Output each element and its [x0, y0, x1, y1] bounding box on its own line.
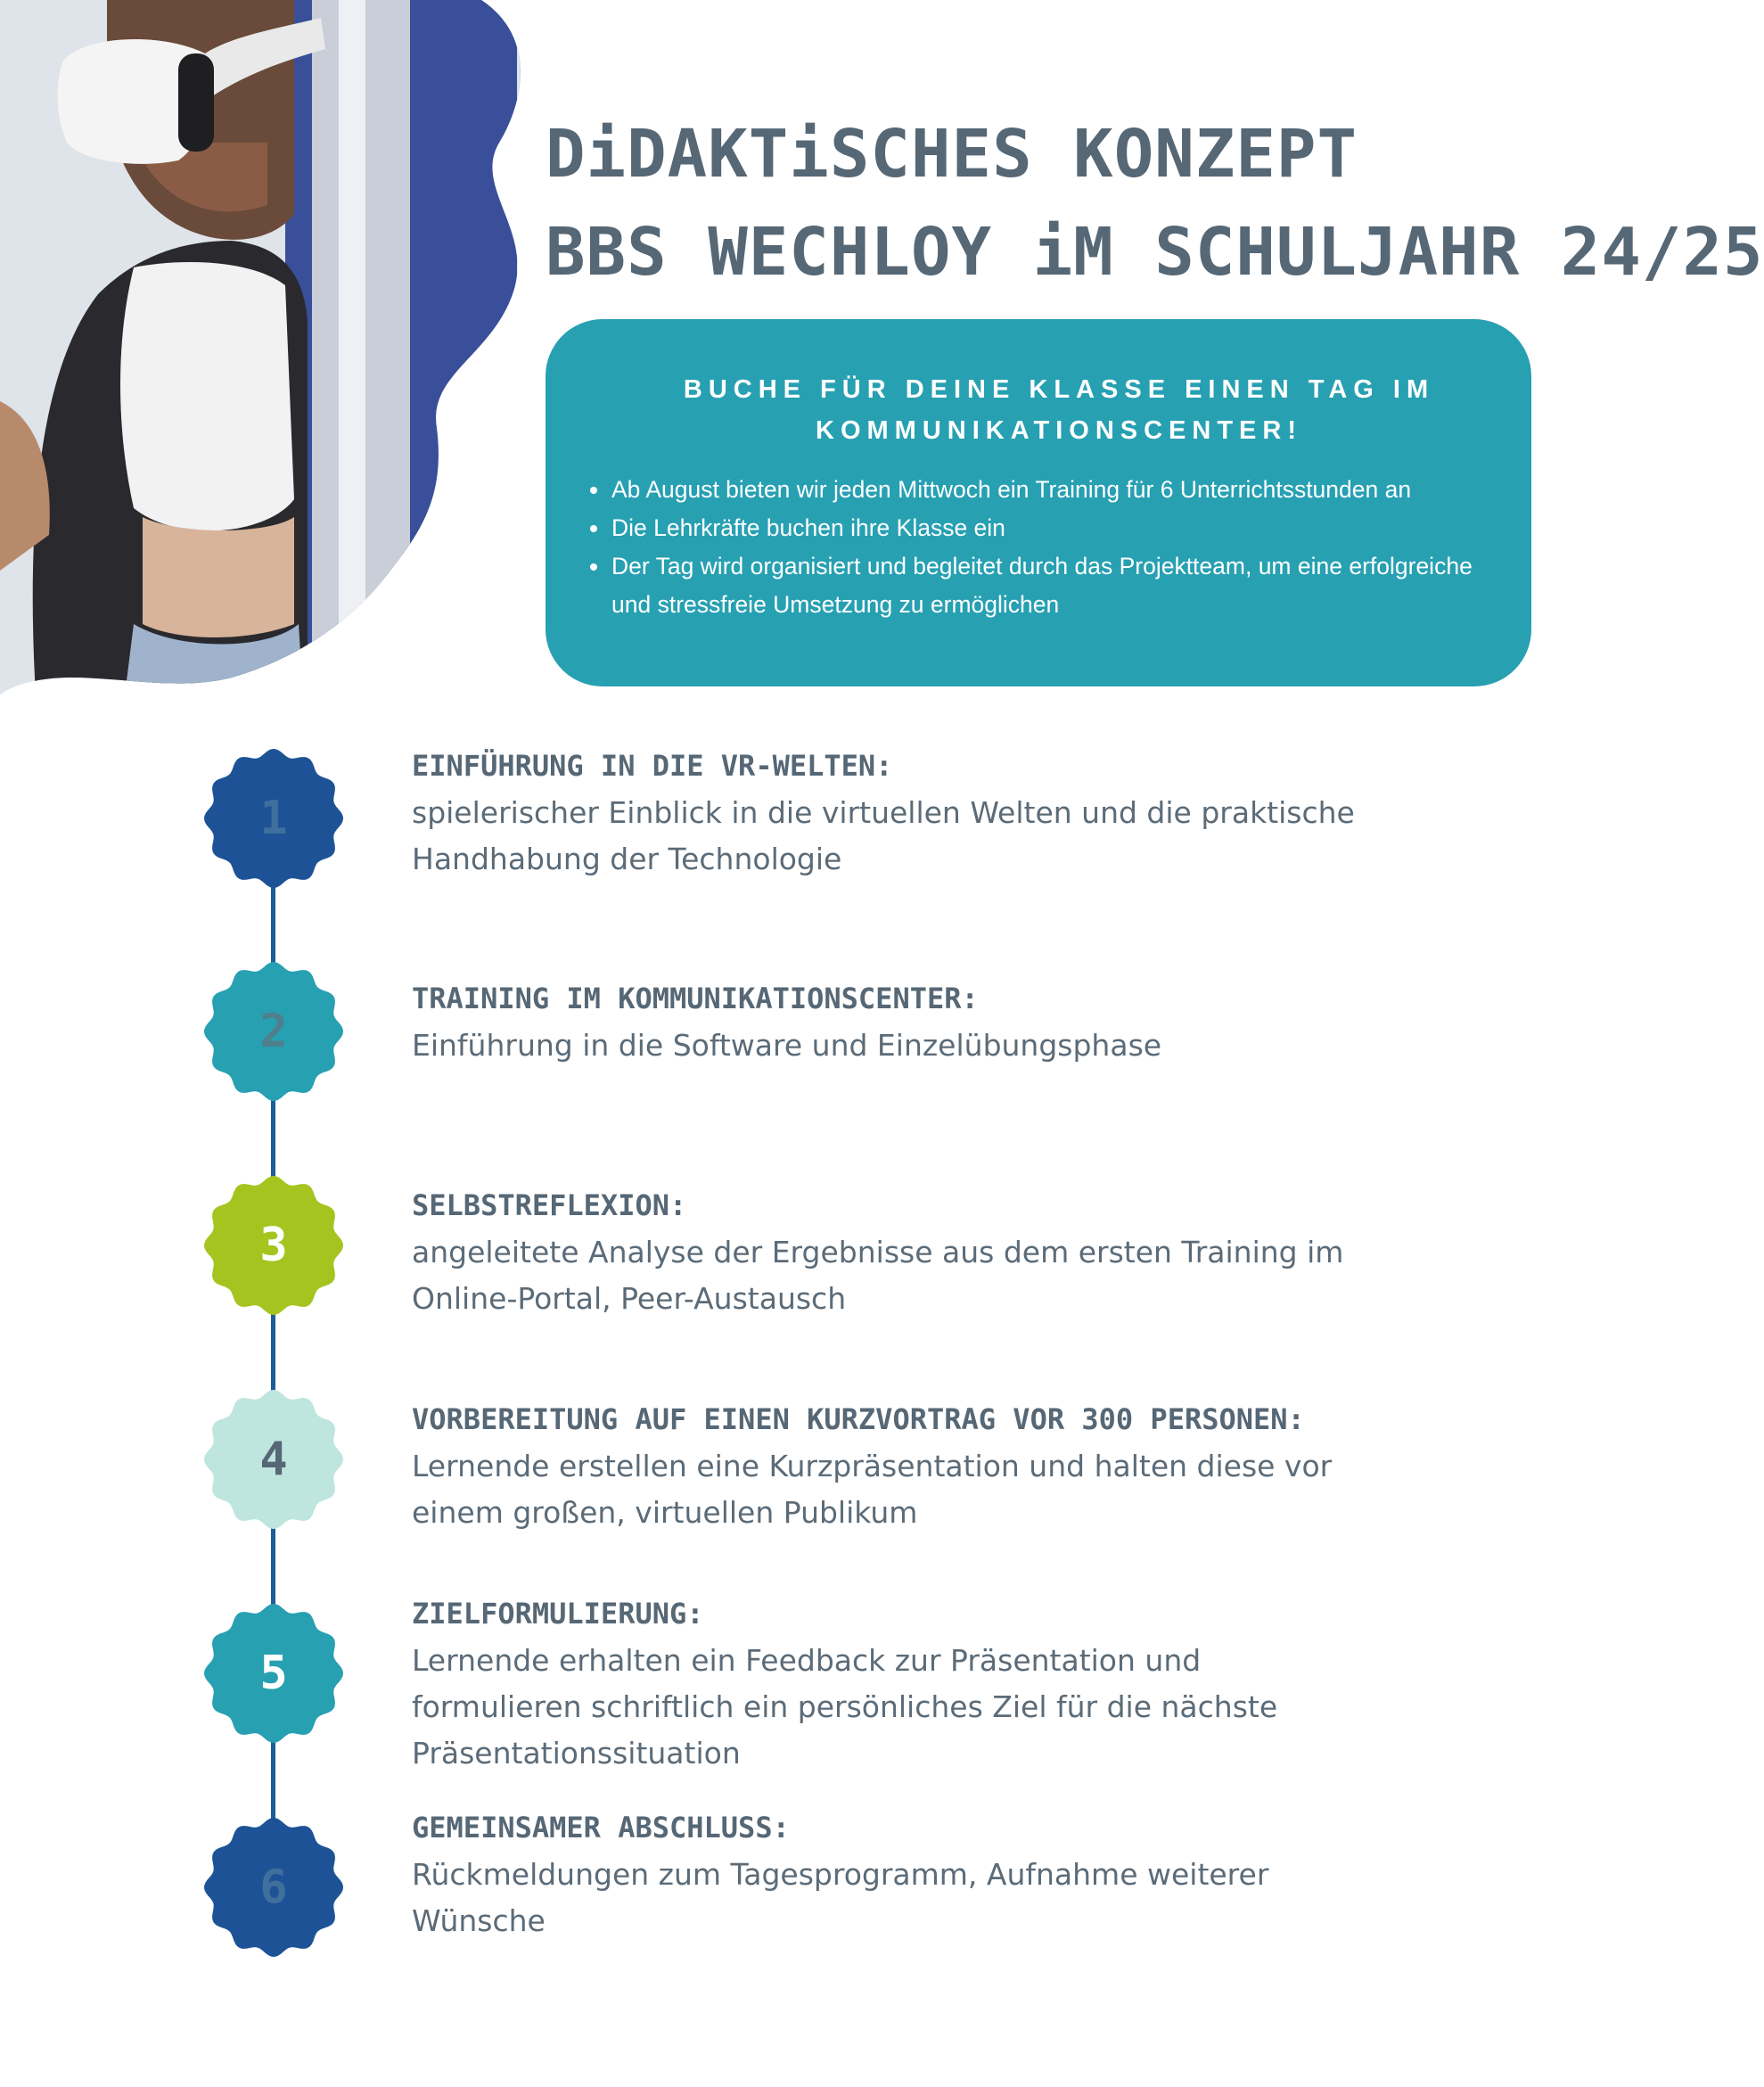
step-number: 3 — [259, 1219, 288, 1272]
step-text: Einführung in die Software und Einzelübungsphase — [412, 1028, 1162, 1063]
step-title: GEMEINSAMER ABSCHLUSS: — [412, 1811, 790, 1845]
step-3 — [412, 1185, 1374, 1322]
step-number: 2 — [259, 1005, 288, 1058]
step-badge-1 — [202, 747, 345, 890]
title-line-1: DiDAKTiSCHES KONZEPT — [546, 116, 1358, 193]
step-text: Lernende erhalten ein Feedback zur Präsentation und formulieren schriftlich ein persönliches Ziel für die nächste Präsentationssituation — [412, 1643, 1278, 1771]
info-heading: BUCHE FÜR DEINE KLASSE EINEN TAG IM KOMMUNIKATIONSCENTER! — [683, 375, 1435, 445]
step-title: TRAINING IM KOMMUNIKATIONSCENTER: — [412, 982, 979, 1015]
info-bullet-list — [590, 471, 1501, 624]
step-text: Rückmeldungen zum Tagesprogramm, Aufnahme weiterer Wünsche — [412, 1857, 1269, 1938]
step-1 — [412, 745, 1374, 883]
step-badge-3 — [202, 1174, 345, 1317]
step-badge-2 — [202, 960, 345, 1103]
step-number: 4 — [259, 1433, 288, 1486]
step-badge-6 — [202, 1816, 345, 1959]
step-4 — [412, 1399, 1374, 1536]
step-5 — [412, 1593, 1374, 1777]
page-title — [546, 105, 1764, 301]
step-text: Lernende erstellen eine Kurzpräsentation und halten diese vor einem großen, virtuellen Publikum — [412, 1449, 1333, 1530]
step-badge-5 — [202, 1602, 345, 1745]
step-title: VORBEREITUNG AUF EINEN KURZVORTRAG VOR 300 PERSONEN: — [412, 1402, 1305, 1436]
step-number: 6 — [259, 1861, 288, 1914]
step-title: SELBSTREFLEXION: — [412, 1188, 687, 1222]
step-text: spielerischer Einblick in die virtuellen Welten und die praktische Handhabung der Technologie — [412, 795, 1355, 876]
step-number: 5 — [259, 1647, 288, 1700]
info-bullet: Die Lehrkräfte buchen ihre Klasse ein — [590, 509, 1501, 547]
step-number: 1 — [259, 792, 288, 845]
vr-headset-student-photo — [0, 0, 535, 695]
info-bullet: Der Tag wird organisiert und begleitet durch das Projektteam, um eine erfolgreiche und stressfreie Umsetzung zu ermöglichen — [590, 547, 1501, 624]
title-line-2: BBS WECHLOY iM SCHULJAHR 24/25 — [546, 214, 1764, 291]
step-title: ZIELFORMULIERUNG: — [412, 1597, 704, 1631]
step-2 — [412, 978, 1374, 1069]
info-bullet: Ab August bieten wir jeden Mittwoch ein Training für 6 Unterrichtsstunden an — [590, 471, 1501, 509]
step-6 — [412, 1807, 1374, 1944]
step-badge-4 — [202, 1388, 345, 1531]
step-title: EINFÜHRUNG IN DIE VR-WELTEN: — [412, 749, 893, 783]
step-text: angeleitete Analyse der Ergebnisse aus dem ersten Training im Online-Portal, Peer-Austausch — [412, 1235, 1344, 1316]
vr-photo — [0, 0, 535, 695]
booking-info-box — [546, 319, 1531, 686]
